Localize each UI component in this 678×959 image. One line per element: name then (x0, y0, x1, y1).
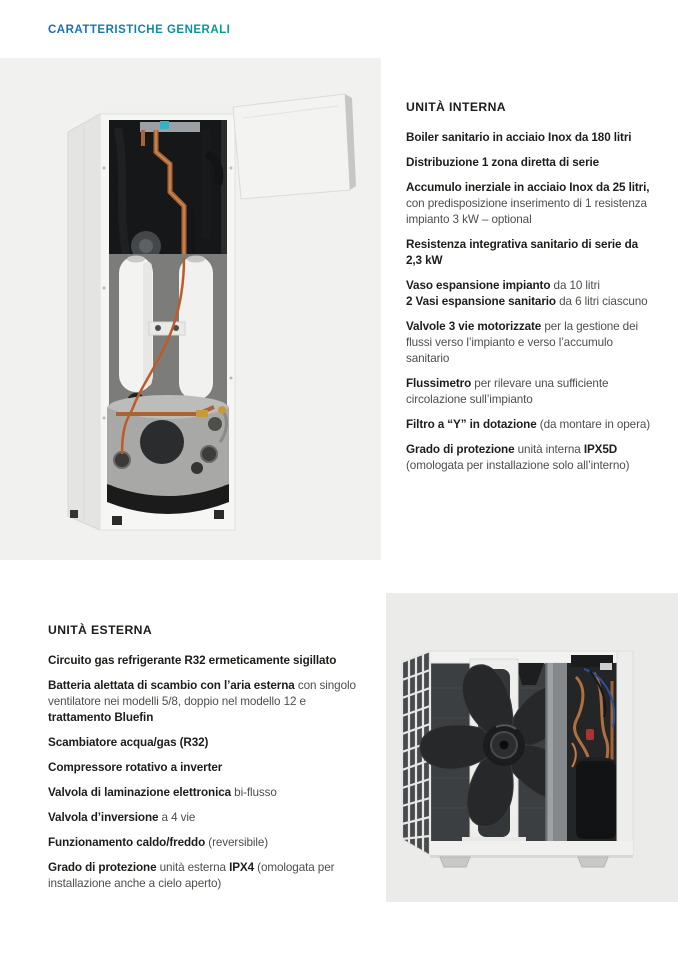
internal-unit-features (406, 130, 652, 474)
feature-item: Vaso espansione impianto da 10 litri 2 Vasi espansione sanitario da 6 litri ciascuno (406, 279, 648, 308)
internal-unit-photo (0, 58, 381, 560)
feature-item: Boiler sanitario in acciaio Inox da 180 litri (406, 131, 632, 144)
external-unit-features (48, 653, 370, 892)
feature-item: Flussimetro per rilevare una sufficiente circolazione sull’impianto (406, 377, 609, 406)
feature-item: Filtro a “Y” in dotazione (da montare in opera) (406, 418, 651, 431)
feature-item: Distribuzione 1 zona diretta di serie (406, 156, 600, 169)
feature-item: Grado di protezione unità interna IPX5D (omologata per installazione solo all’interno) (406, 443, 630, 472)
feature-item: Grado di protezione unità esterna IPX4 (omologata per installazione anche a cielo aperto) (48, 861, 335, 890)
external-unit-section (48, 622, 370, 901)
feature-item: Valvole 3 vie motorizzate per la gestione dei flussi verso l’impianto e verso l’accumulo sanitario (406, 320, 638, 365)
feature-item: Compressore rotativo a inverter (48, 761, 223, 774)
feature-item: Funzionamento caldo/freddo (reversibile) (48, 836, 269, 849)
feature-item: Valvola di laminazione elettronica bi-flusso (48, 786, 277, 799)
feature-item: Circuito gas refrigerante R32 ermeticamente sigillato (48, 654, 337, 667)
external-unit-illustration (386, 593, 678, 902)
feature-item: Resistenza integrativa sanitario di serie da 2,3 kW (406, 238, 639, 267)
internal-unit-heading: UNITÀ INTERNA (406, 100, 506, 114)
feature-item: Scambiatore acqua/gas (R32) (48, 736, 209, 749)
internal-unit-illustration (0, 58, 381, 560)
feature-item: Accumulo inerziale in acciaio Inox da 25 litri, con predisposizione inserimento di 1 resistenza impianto 3 kW – optional (406, 181, 650, 226)
internal-unit-section (406, 99, 652, 483)
feature-item: Valvola d’inversione a 4 vie (48, 811, 196, 824)
external-unit-heading: UNITÀ ESTERNA (48, 623, 153, 637)
page-title: CARATTERISTICHE GENERALI (48, 24, 231, 36)
feature-item: Batteria alettata di scambio con l’aria esterna con singolo ventilatore nei modelli 5/8, doppio nel modello 12 e trattamento Bluefin (48, 679, 356, 724)
external-unit-photo (386, 593, 678, 902)
